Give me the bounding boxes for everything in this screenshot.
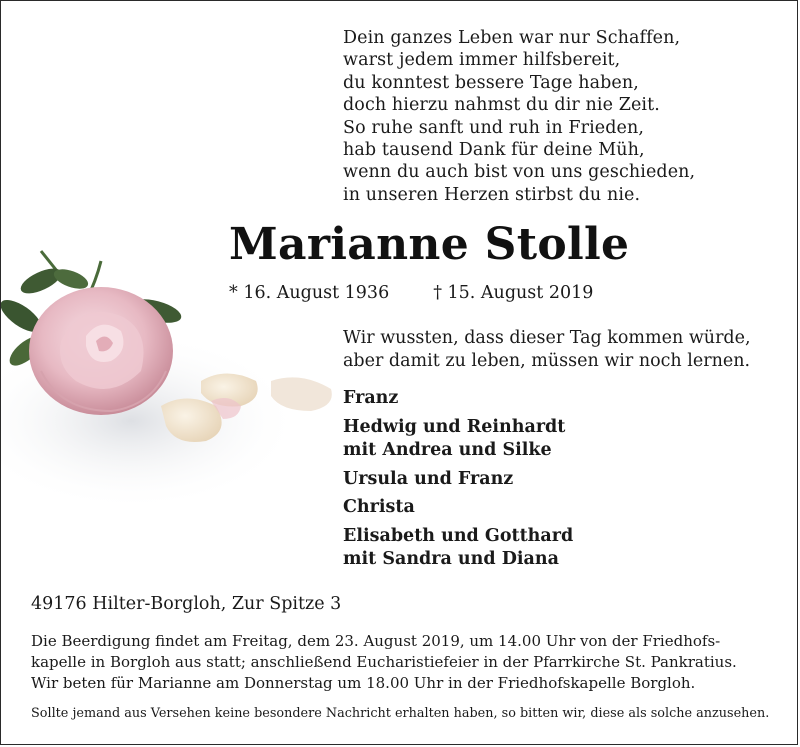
death-date: † 15. August 2019 (433, 283, 594, 303)
poem-line: So ruhe sanft und ruh in Frieden, (343, 117, 645, 138)
mourner-line: Christa (343, 497, 415, 517)
quote (343, 327, 751, 373)
poem-line: wenn du auch bist von uns geschieden, (343, 162, 696, 183)
mourners-list (343, 387, 573, 577)
birth-date: * 16. August 1936 (229, 283, 390, 303)
mourner-line: Franz (343, 388, 399, 408)
address: 49176 Hilter-Borgloh, Zur Spitze 3 (31, 594, 342, 614)
poem-line: doch hierzu nahmst du dir nie Zeit. (343, 95, 660, 116)
mourner-line: Hedwig und Reinhardt (343, 416, 566, 437)
funeral-line: kapelle in Borgloh aus statt; anschließend Eucharistiefeier in der Pfarrkirche St. Pankratius. (31, 653, 737, 671)
quote-line: aber damit zu leben, müssen wir noch lernen. (343, 351, 751, 371)
mourner-group (343, 468, 573, 492)
mourner-group (343, 525, 573, 572)
funeral-line: Die Beerdigung findet am Freitag, dem 23. August 2019, um 14.00 Uhr von der Friedhofs- (31, 632, 721, 650)
poem-line: hab tausend Dank für deine Müh, (343, 140, 645, 161)
poem-line: Dein ganzes Leben war nur Schaffen, (343, 28, 681, 48)
footnote: Sollte jemand aus Versehen keine besondere Nachricht erhalten haben, so bitten wir, diese als solche anzusehen. (31, 706, 770, 721)
mourner-line: Elisabeth und Gotthard (343, 525, 574, 546)
mourner-line: mit Andrea und Silke (343, 440, 552, 460)
funeral-details (31, 631, 773, 694)
poem (343, 27, 695, 206)
poem-line: in unseren Herzen stirbst du nie. (343, 184, 641, 205)
mourner-line: mit Sandra und Diana (343, 549, 559, 569)
mourner-group (343, 387, 573, 411)
quote-line: Wir wussten, dass dieser Tag kommen würde, (343, 328, 751, 348)
life-dates (229, 283, 593, 303)
mourner-group (343, 496, 573, 520)
poem-line: du konntest bessere Tage haben, (343, 72, 639, 93)
funeral-line: Wir beten für Marianne am Donnerstag um 18.00 Uhr in der Friedhofskapelle Borgloh. (31, 674, 696, 692)
poem-line: warst jedem immer hilfsbereit, (343, 50, 621, 71)
mourner-line: Ursula und Franz (343, 468, 514, 489)
deceased-name: Marianne Stolle (229, 219, 630, 270)
mourner-group (343, 416, 573, 463)
